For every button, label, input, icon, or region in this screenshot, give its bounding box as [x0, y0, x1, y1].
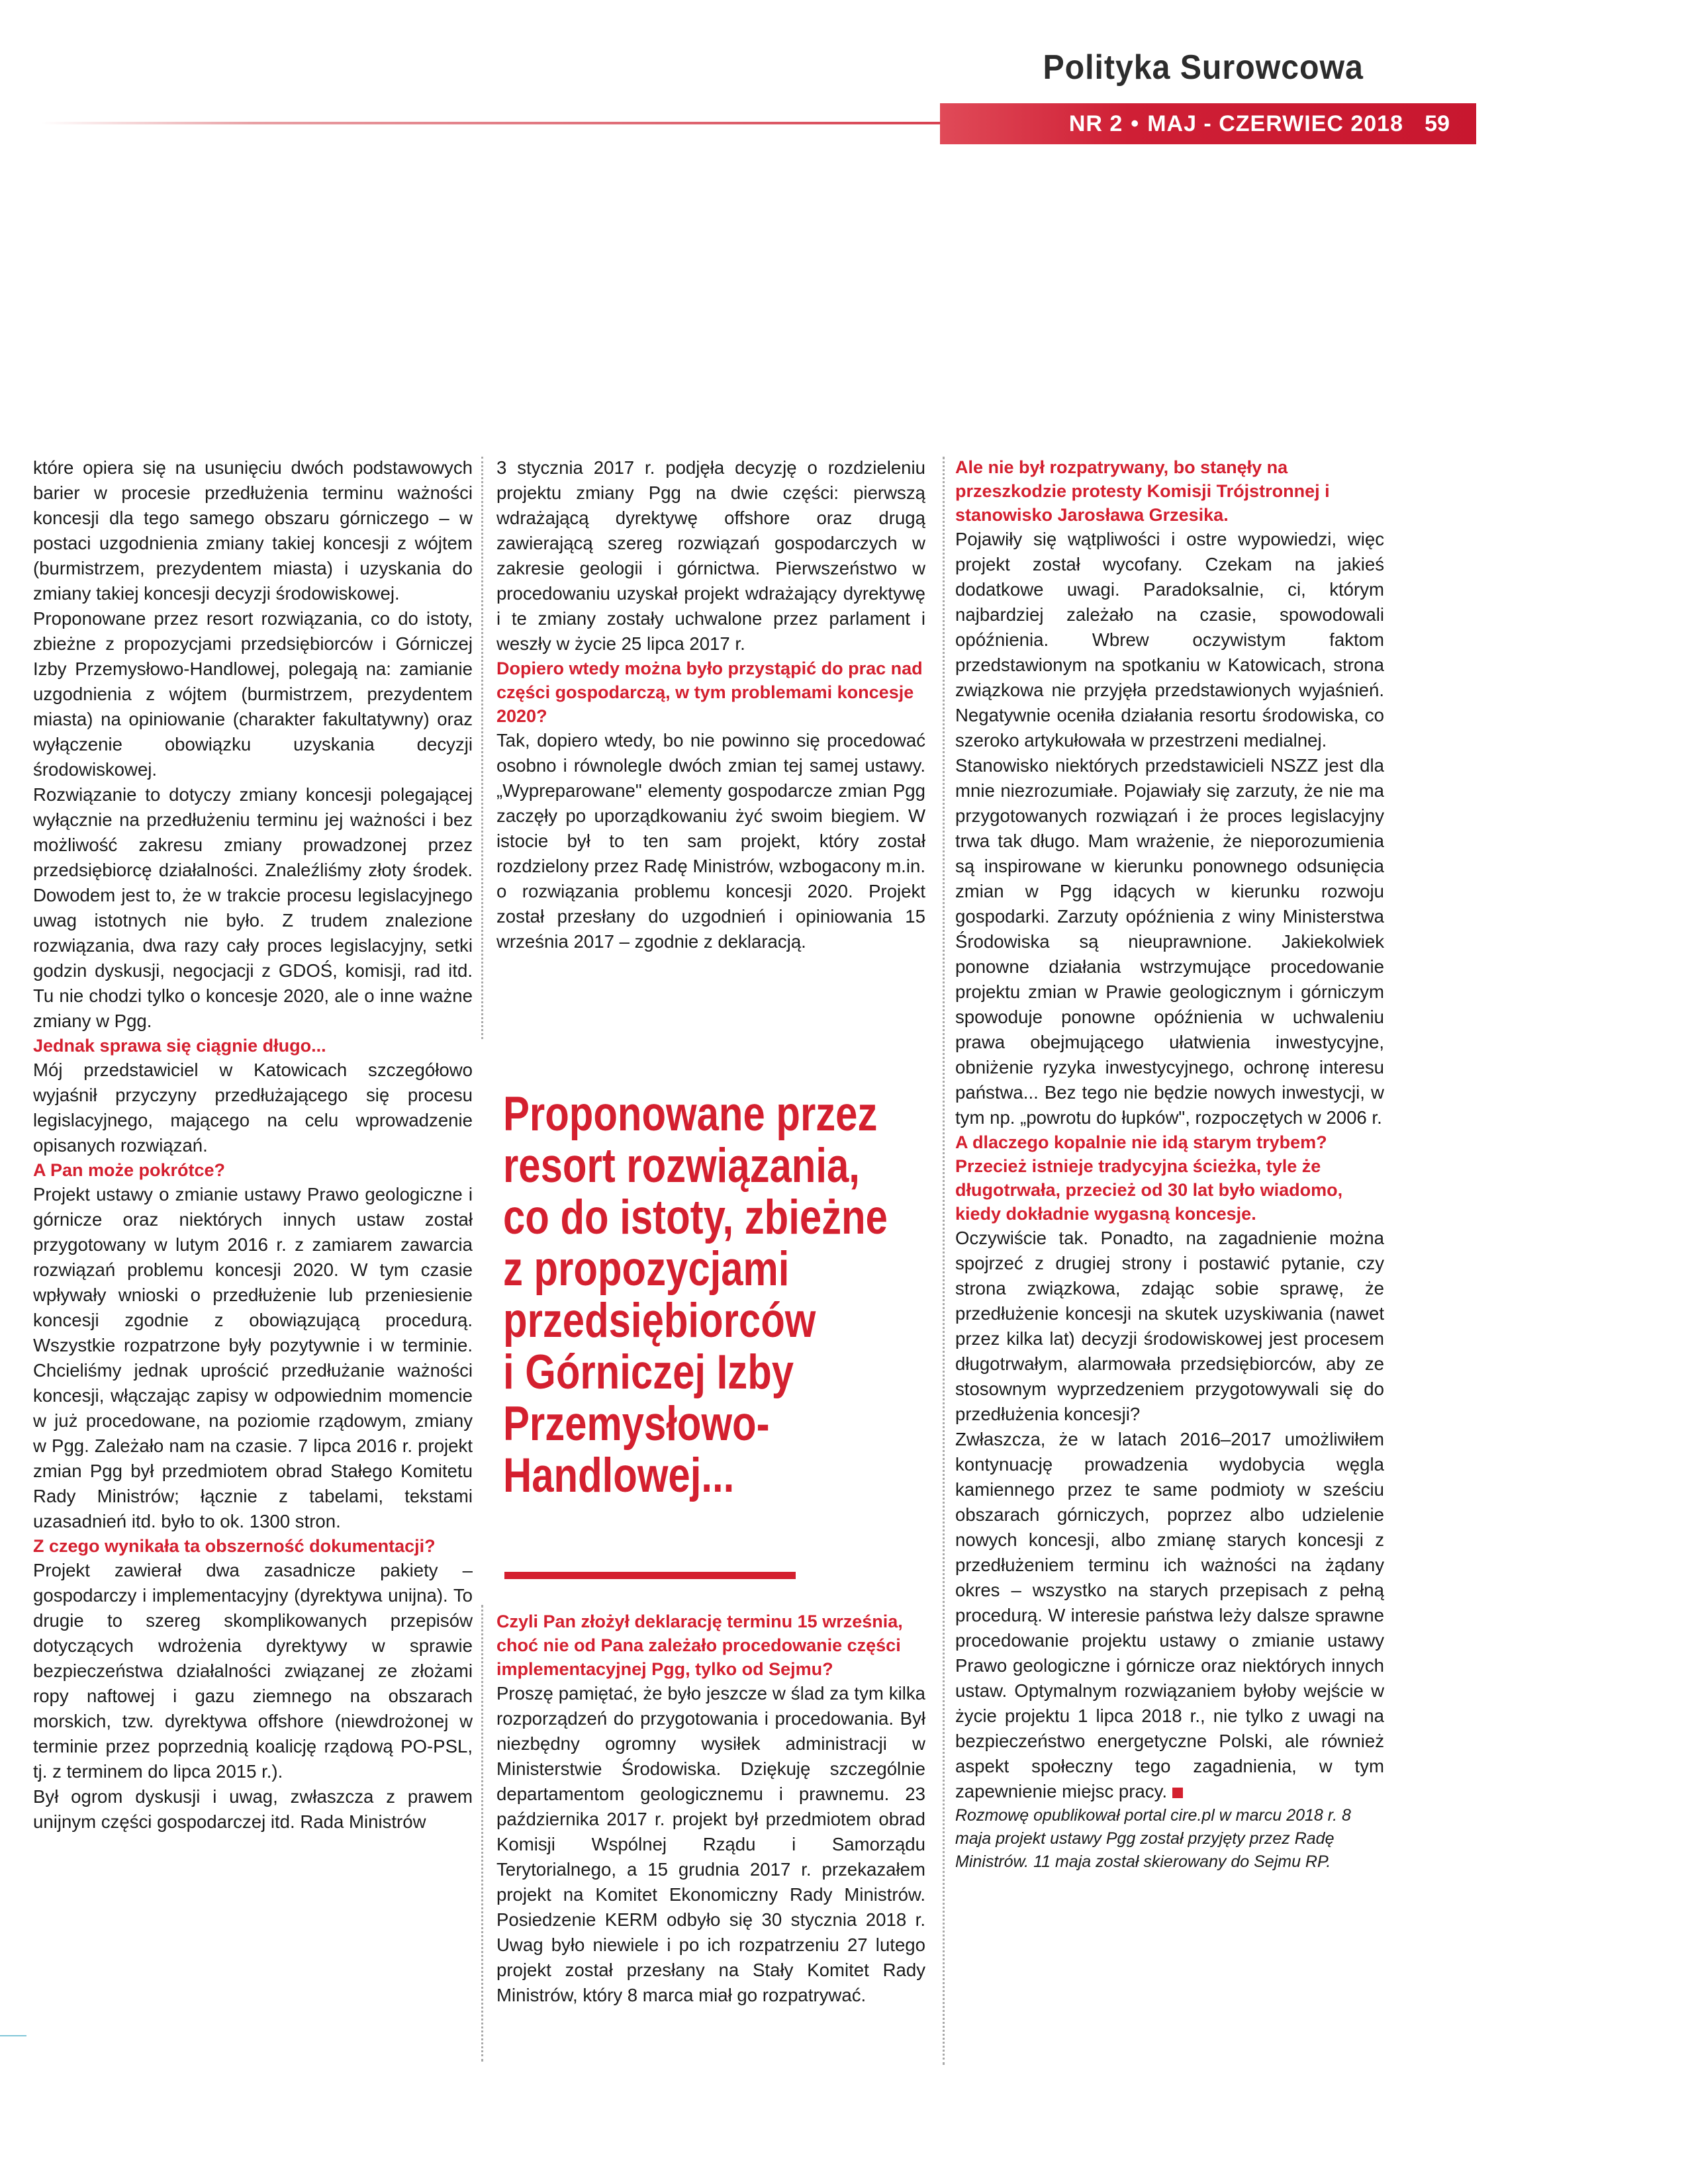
- body-paragraph: Był ogrom dyskusji i uwag, zwłaszcza z prawem unijnym części gospodarczej itd. Rada Ministrów: [33, 1786, 473, 1832]
- column-divider-1b: [481, 1605, 483, 2062]
- column-divider-2: [943, 457, 945, 2065]
- body-paragraph: Rozwiązanie to dotyczy zmiany koncesji polegającej wyłącznie na przedłużeniu terminu jej ważności i bez możliwość zakresu zmiany prowadzonej przez przedsiębiorcę działalności. Znaleźliśmy złoty środek. Dowodem jest to, że w trakcie procesu legislacyjnego uwag istotnych nie było. Z trudem znalezione rozwiązania, dwa razy cały proces legislacyjny, setki godzin dyskusji, negocjacji z GDOŚ, komisji, rad itd. Tu nie chodzi tylko o koncesje 2020, ale o inne ważne zmiany w Pgg.: [33, 784, 473, 1031]
- pull-quote-line: i Górniczej Izby: [503, 1345, 794, 1399]
- body-paragraph: Oczywiście tak. Ponadto, na zagadnienie można spojrzeć z drugiej strony i postawić pytanie, czy strona związkowa, zdając sobie sprawę, że przedłużenie koncesji na skutek uzyskiwania (nawet przez kilka lat) decyzji środowiskowej jest procesem długotrwałym, alarmowała przedsiębiorców, aby ze stosownym wyprzedzeniem przygotowywali się do przedłużenia koncesji?: [955, 1228, 1384, 1424]
- body-paragraph: Proponowane przez resort rozwiązania, co do istoty, zbieżne z propozycjami przedsiębiorców i Górniczej Izby Przemysłowo-Handlowej, polegają na: zamianie uzgodnienia z wójtem (burmistrzem, prezydentem miasta) na opiniowanie (charakter fakultatywny) oraz wyłączenie obowiązku uzyskania decyzji środowiskowej.: [33, 608, 473, 780]
- end-of-article-mark: [1172, 1788, 1183, 1798]
- pull-quote-line: Przemysłowo-: [503, 1397, 770, 1451]
- scan-margin-mark: [0, 2035, 26, 2036]
- source-footnote: Rozmowę opublikował portal cire.pl w marcu 2018 r. 8 maja projekt ustawy Pgg został przyjęty przez Radę Ministrów. 11 maja został skierowany do Sejmu RP.: [955, 1806, 1351, 1871]
- interview-question: A dlaczego kopalnie nie idą starym trybem? Przecież istnieje tradycyjna ścieżka, tyle że długotrwała, przecież od 30 lat było wiadomo, kiedy dokładnie wygasną koncesje.: [955, 1132, 1343, 1224]
- interview-question: A Pan może pokrótce?: [33, 1160, 226, 1180]
- issue-info: [1069, 103, 1476, 144]
- issue-band: [940, 103, 1476, 144]
- issue-date: MAJ - CZERWIEC 2018: [1147, 111, 1403, 136]
- pull-quote-line: resort rozwiązania,: [503, 1139, 860, 1193]
- body-paragraph: Projekt ustawy o zmianie ustawy Prawo geologiczne i górnicze oraz niektórych innych ustaw został przygotowany w lutym 2016 r. z zamiarem zawarcia rozwiązań problemu koncesji 2020. W tym czasie wpływały wnioski o przedłużenie lub przeniesienie koncesji zgodnie z obowiązującą procedurą. Wszystkie rozpatrzone były pozytywnie i w terminie. Chcieliśmy jednak uprościć przedłużanie ważności koncesji, włączając zapisy w odpowiednim momencie w już procedowane, na poziomie rządowym, zmiany w Pgg. Zależało nam na czasie. 7 lipca 2016 r. projekt zmian Pgg był przedmiotem obrad Stałego Komitetu Rady Ministrów; łącznie z tabelami, tekstami uzasadnień itd. było to ok. 1300 stron.: [33, 1184, 473, 1531]
- interview-question: Ale nie był rozpatrywany, bo stanęły na przeszkodzie protesty Komisji Trójstronnej i stanowisko Jarosława Grzesika.: [955, 457, 1330, 525]
- column-3: [955, 455, 1384, 1874]
- body-paragraph: Zwłaszcza, że w latach 2016–2017 umożliwiłem kontynuację prowadzenia wydobycia węgla kamiennego przez te same podmioty w sześciu obszarach górniczych, poprzez albo udzielenie nowych koncesji, albo zmianę starych koncesji z przedłużeniem terminu ich ważności na żądany okres – wszystko na starych przepisach z pełną procedurą. W interesie państwa leży dalsze sprawne procedowanie projektu ustawy o zmianie ustawy Prawo geologiczne i górnicze oraz niektórych innych ustaw. Optymalnym rozwiązaniem byłoby wejście w życie projektu 1 lipca 2018 r., nie tylko z uwagi na bezpieczeństwo energetyczne Polski, ale również aspekt społeczny tego zagadnienia, w tym zapewnienie miejsc pracy.: [955, 1429, 1384, 1801]
- pull-quote-line: Proponowane przez: [503, 1087, 878, 1141]
- pull-quote-line: z propozycjami: [503, 1242, 790, 1296]
- column-divider-1: [481, 457, 483, 1039]
- column-2-top: [496, 455, 925, 954]
- body-paragraph: które opiera się na usunięciu dwóch podstawowych barier w procesie przedłużenia terminu ważności koncesji dla tego samego obszaru górniczego – w postaci uzgodnienia zmiany takiej koncesji z wójtem (burmistrzem, prezydentem miasta) i uzyskania do zmiany takiej koncesji decyzji środowiskowej.: [33, 457, 473, 604]
- pull-quote-line: Handlowej...: [503, 1449, 735, 1502]
- column-1: [33, 455, 473, 1835]
- interview-question: Jednak sprawa się ciągnie długo...: [33, 1036, 326, 1056]
- pull-quote: [503, 1087, 888, 1502]
- magazine-title: Polityka Surowcowa: [1043, 48, 1364, 87]
- issue-number: NR 2: [1068, 111, 1123, 136]
- pull-quote-line: przedsiębiorców: [503, 1294, 816, 1347]
- body-paragraph: Tak, dopiero wtedy, bo nie powinno się procedować osobno i równolegle dwóch zmian tej samej ustawy. „Wypreparowane" elementy gospodarcze zmian Pgg zaczęły po uporządkowaniu żyć swoim biegiem. W istocie był to ten sam projekt, który został rozdzielony przez Radę Ministrów, wzbogacony m.in. o rozwiązania problemu koncesji 2020. Projekt został przesłany do uzgodnień i opiniowania 15 września 2017 – zgodnie z deklaracją.: [496, 730, 925, 952]
- pull-quote-rule: [504, 1572, 796, 1579]
- issue-separator: •: [1131, 111, 1140, 136]
- body-paragraph: 3 stycznia 2017 r. podjęła decyzję o rozdzieleniu projektu zmiany Pgg na dwie części: pierwszą wdrażającą dyrektywę offshore oraz drugą zawierającą szereg rozwiązań gospodarczych w zakresie geologii i górnictwa. Pierwszeństwo w procedowaniu uzyskał projekt wdrażający dyrektywę i te zmiany zostały uchwalone przez parlament i weszły w życie 25 lipca 2017 r.: [496, 457, 925, 654]
- column-2-bottom: [496, 1610, 925, 2008]
- body-paragraph: Mój przedstawiciel w Katowicach szczegółowo wyjaśnił przyczyny przedłużającego się procesu legislacyjnego, mającego na celu wprowadzenie opisanych rozwiązań.: [33, 1060, 473, 1156]
- interview-question: Dopiero wtedy można było przystąpić do prac nad części gospodarczą, w tym problemami koncesje 2020?: [496, 659, 923, 726]
- body-paragraph: Stanowisko niektórych przedstawicieli NSZZ jest dla mnie niezrozumiałe. Pojawiały się zarzuty, że nie ma przygotowanych rozwiązań i że proces legislacyjny trwa tak długo. Mam wrażenie, że nieporozumienia są inspirowane w kierunku ponownego odsunięcia zmian w Pgg idących w kierunku rozwoju gospodarki. Zarzuty opóźnienia z winy Ministerstwa Środowiska są nieuprawnione. Jakiekolwiek ponowne działania wstrzymujące procedowanie projektu zmian w Prawie geologicznym i górniczym spowoduje ponowne opóźnienia w uchwaleniu prawa obejmującego ułatwienia inwestycyjne, obniżenie ryzyka inwestycyjnego, ochronę interesu państwa... Bez tego nie będzie nowych inwestycji, w tym np. „powrotu do łupków", rozpoczętych w 2006 r.: [955, 755, 1384, 1128]
- page-number: 59: [1425, 111, 1450, 136]
- interview-question: Czyli Pan złożył deklarację terminu 15 września, choć nie od Pana zależało procedowanie części implementacyjnej Pgg, tylko od Sejmu?: [496, 1612, 903, 1679]
- body-paragraph: Pojawiły się wątpliwości i ostre wypowiedzi, więc projekt został wycofany. Czekam na jakieś dodatkowe uwagi. Paradoksalnie, ci, którym najbardziej zależało na czasie, spowodowali opóźnienia. Wbrew oczywistym faktom przedstawionym na spotkaniu w Katowicach, strona związkowa nie przyjęła przedstawionych wyjaśnień. Negatywnie oceniła działania resortu środowiska, co szeroko artykułowała w przestrzeni medialnej.: [955, 529, 1384, 751]
- body-paragraph: Proszę pamiętać, że było jeszcze w ślad za tym kilka rozporządzeń do przygotowania i procedowania. Był niezbędny ogromny wysiłek administracji w Ministerstwie Środowiska. Dziękuję szczególnie departamentom geologicznemu i prawnemu. 23 października 2017 r. projekt był przedmiotem obrad Komisji Wspólnej Rządu i Samorządu Terytorialnego, a 15 grudnia 2017 r. przekazałem projekt na Komitet Ekonomiczny Rady Ministrów. Posiedzenie KERM odbyło się 30 stycznia 2018 r. Uwag było niewiele i po ich rozpatrzeniu 27 lutego projekt został przesłany na Stały Komitet Rady Ministrów, który 8 marca miał go rozpatrywać.: [496, 1683, 925, 2005]
- body-paragraph: Projekt zawierał dwa zasadnicze pakiety – gospodarczy i implementacyjny (dyrektywa unijna). To drugie to szereg skomplikowanych przepisów dotyczących wdrożenia dyrektywy w sprawie bezpieczeństwa działalności związanej ze złożami ropy naftowej i gazu ziemnego na obszarach morskich, tzw. dyrektywa offshore (niewdrożonej w terminie przez poprzednią koalicję rządową PO-PSL, tj. z terminem do lipca 2015 r.).: [33, 1560, 473, 1782]
- interview-question: Z czego wynikała ta obszerność dokumentacji?: [33, 1536, 436, 1556]
- pull-quote-line: co do istoty, zbieżne: [503, 1191, 888, 1244]
